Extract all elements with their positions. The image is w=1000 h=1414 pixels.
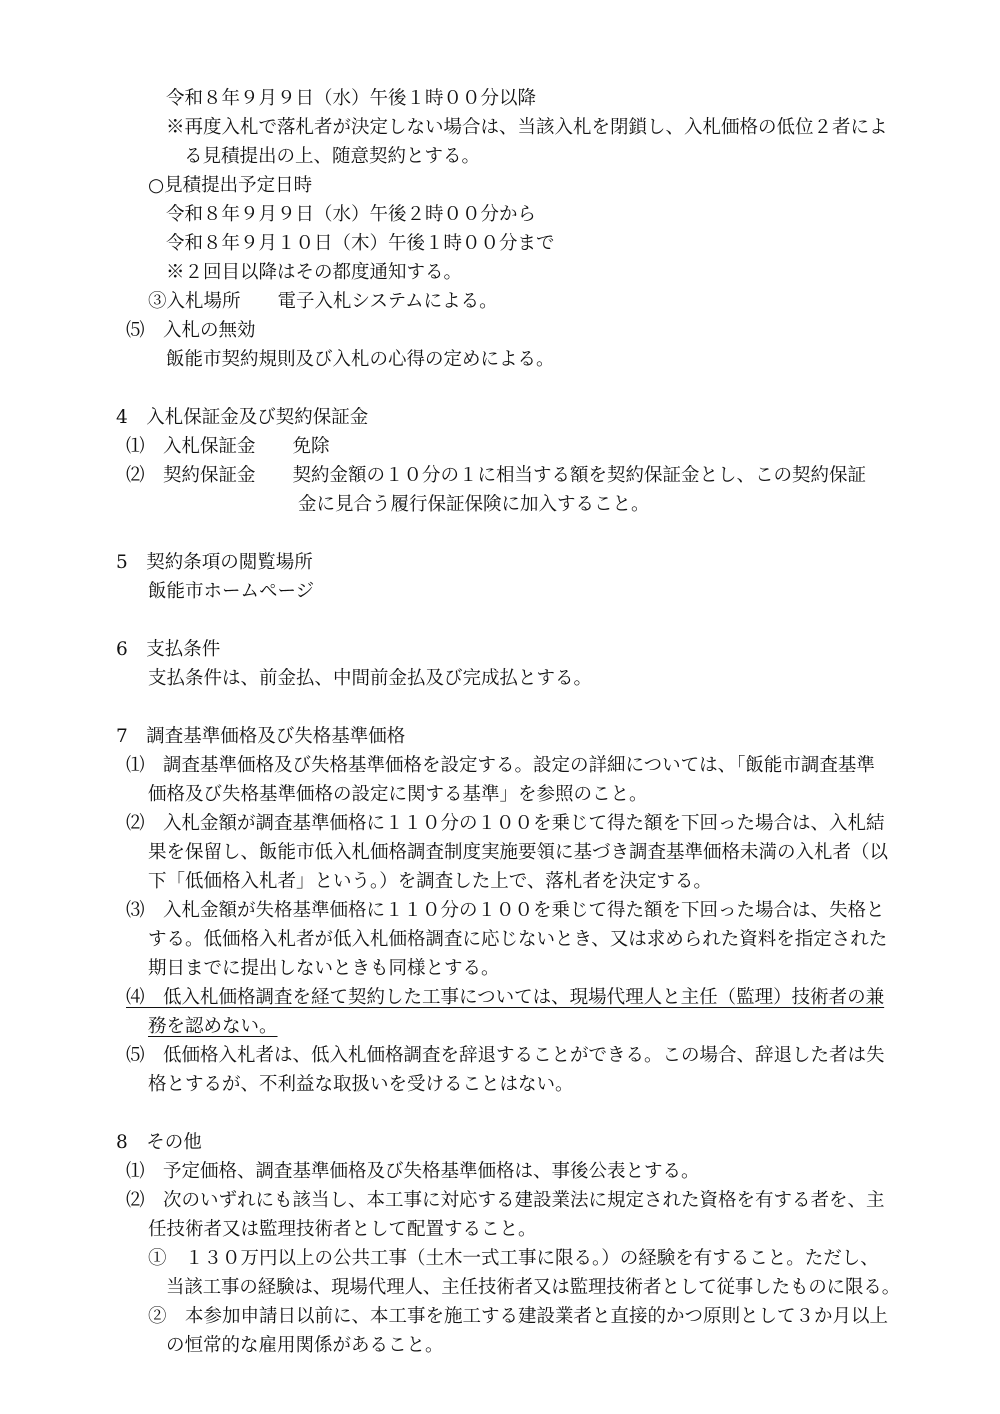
section-7-item-3-line-1: ⑶ 入札金額が失格基準価格に１１０分の１００を乗じて得た額を下回った場合は、失格と bbox=[126, 900, 885, 921]
section-7-item-4-line-1: ⑷ 低入札価格調査を経て契約した工事については、現場代理人と主任（監理）技術者の兼 bbox=[126, 987, 885, 1008]
section-7-item-2-line-3: 下「低価格入札者」という。）を調査した上で、落札者を決定する。 bbox=[148, 871, 712, 892]
section-8-item-2-line-2: 任技術者又は監理技術者として配置すること。 bbox=[148, 1219, 537, 1240]
estimate-start-datetime: 令和８年９月９日（水）午後２時００分から bbox=[166, 204, 537, 225]
section-8-item-1: ⑴ 予定価格、調査基準価格及び失格基準価格は、事後公表とする。 bbox=[126, 1161, 700, 1182]
section-6-heading: 6 支払条件 bbox=[116, 639, 221, 660]
section-7-item-2-line-1: ⑵ 入札金額が調査基準価格に１１０分の１００を乗じて得た額を下回った場合は、入札結 bbox=[126, 813, 885, 834]
section-8-sub-2-line-1: ② 本参加申請日以前に、本工事を施工する建設業者と直接的かつ原則として３か月以上 bbox=[148, 1306, 889, 1327]
section-7-item-5-line-1: ⑸ 低価格入札者は、低入札価格調査を辞退することができる。この場合、辞退した者は失 bbox=[126, 1045, 885, 1066]
bid-location: ③入札場所 電子入札システムによる。 bbox=[148, 291, 498, 312]
bid-invalid-text: 飯能市契約規則及び入札の心得の定めによる。 bbox=[166, 349, 555, 370]
section-6-text: 支払条件は、前金払、中間前金払及び完成払とする。 bbox=[148, 668, 593, 689]
estimate-end-datetime: 令和８年９月１０日（木）午後１時００分まで bbox=[166, 233, 555, 254]
section-8-sub-2-line-2: の恒常的な雇用関係があること。 bbox=[166, 1335, 444, 1356]
bid-invalid-heading: ⑸ 入札の無効 bbox=[126, 320, 256, 341]
section-7-item-4-line-2: 務を認めない。 bbox=[148, 1016, 278, 1037]
section-8-sub-1-line-2: 当該工事の経験は、現場代理人、主任技術者又は監理技術者として従事したものに限る。 bbox=[166, 1277, 901, 1298]
section-5-text: 飯能市ホームページ bbox=[148, 581, 315, 602]
section-8-sub-1-line-1: ① １３０万円以上の公共工事（土木一式工事に限る。）の経験を有すること。ただし、 bbox=[148, 1248, 879, 1269]
contract-deposit-line-1: ⑵ 契約保証金 契約金額の１０分の１に相当する額を契約保証金とし、この契約保証 bbox=[126, 465, 867, 486]
section-7-item-3-line-2: する。低価格入札者が低入札価格調査に応じないとき、又は求められた資料を指定された bbox=[148, 929, 888, 950]
bid-reopen-datetime: 令和８年９月９日（水）午後１時００分以降 bbox=[166, 88, 537, 109]
section-8-item-2-line-1: ⑵ 次のいずれにも該当し、本工事に対応する建設業法に規定された資格を有する者を、主 bbox=[126, 1190, 885, 1211]
section-7-heading: 7 調査基準価格及び失格基準価格 bbox=[116, 726, 406, 747]
section-4-heading: 4 入札保証金及び契約保証金 bbox=[116, 407, 369, 428]
section-8-heading: 8 その他 bbox=[116, 1132, 202, 1153]
section-7-item-5-line-2: 格とするが、不利益な取扱いを受けることはない。 bbox=[148, 1074, 574, 1095]
section-7-item-1-line-2: 価格及び失格基準価格の設定に関する基準」を参照のこと。 bbox=[148, 784, 648, 805]
contract-deposit-line-2: 金に見合う履行保証保険に加入すること。 bbox=[298, 494, 650, 515]
rebid-note-line-2: る見積提出の上、随意契約とする。 bbox=[184, 146, 481, 167]
estimate-schedule-heading: ○見積提出予定日時 bbox=[148, 175, 313, 196]
bid-deposit: ⑴ 入札保証金 免除 bbox=[126, 436, 330, 457]
estimate-notice: ※２回目以降はその都度通知する。 bbox=[166, 262, 463, 283]
section-7-item-1-line-1: ⑴ 調査基準価格及び失格基準価格を設定する。設定の詳細については、「飯能市調査基準 bbox=[126, 755, 875, 776]
section-7-item-3-line-3: 期日までに提出しないときも同様とする。 bbox=[148, 958, 500, 979]
rebid-note-line-1: ※再度入札で落札者が決定しない場合は、当該入札を閉鎖し、入札価格の低位２者によ bbox=[166, 117, 888, 138]
section-5-heading: 5 契約条項の閲覧場所 bbox=[116, 552, 313, 573]
section-7-item-2-line-2: 果を保留し、飯能市低入札価格調査制度実施要領に基づき調査基準価格未満の入札者（以 bbox=[148, 842, 889, 863]
